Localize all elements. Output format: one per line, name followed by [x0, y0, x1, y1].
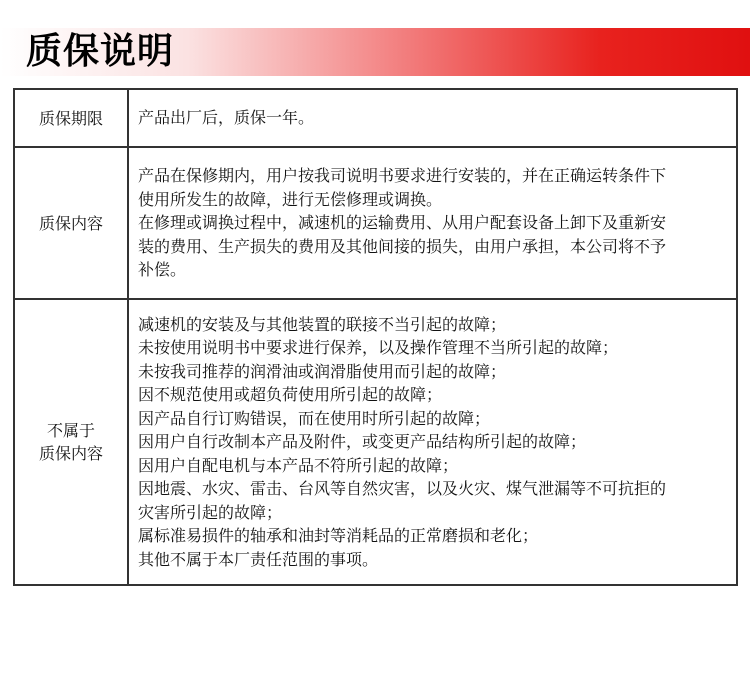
- coverage-line: 补偿。: [138, 260, 187, 280]
- period-label: 质保期限: [14, 89, 128, 147]
- coverage-content: [128, 147, 737, 299]
- exclusion-line: 灾害所引起的故障；: [138, 502, 283, 522]
- coverage-label: 质保内容: [14, 147, 128, 299]
- coverage-line: 在修理或调换过程中，减速机的运输费用、从用户配套设备上卸下及重新安: [138, 213, 667, 233]
- exclusion-line: 因用户自行改制本产品及附件，或变更产品结构所引起的故障；: [138, 432, 587, 452]
- table-row-exclusions: [14, 299, 737, 585]
- period-content: [128, 89, 737, 147]
- table-row-period: [14, 89, 737, 147]
- exclusions-label: [14, 299, 128, 585]
- exclusion-line: 减速机的安装及与其他装置的联接不当引起的故障；: [138, 314, 507, 334]
- coverage-line: 装的费用、生产损失的费用及其他间接的损失，由用户承担，本公司将不予: [138, 236, 667, 256]
- warranty-table: [13, 88, 738, 586]
- exclusion-line: 未按使用说明书中要求进行保养，以及操作管理不当所引起的故障；: [138, 338, 619, 358]
- exclusion-line: 因产品自行订购错误，而在使用时所引起的故障；: [138, 408, 491, 428]
- table-row-coverage: [14, 147, 737, 299]
- exclusions-content: [128, 299, 737, 585]
- exclusion-line: 因不规范使用或超负荷使用所引起的故障；: [138, 385, 443, 405]
- title-banner: [0, 28, 750, 76]
- exclusion-line: 属标准易损件的轴承和油封等消耗品的正常磨损和老化；: [138, 526, 539, 546]
- exclusion-line: 未按我司推荐的润滑油或润滑脂使用而引起的故障；: [138, 361, 507, 381]
- exclusion-line: 因地震、水灾、雷击、台风等自然灾害，以及火灾、煤气泄漏等不可抗拒的: [138, 479, 667, 499]
- page-title: 质保说明: [26, 31, 175, 72]
- period-line: 产品出厂后，质保一年。: [138, 108, 315, 128]
- coverage-line: 使用所发生的故障，进行无偿修理或调换。: [138, 189, 443, 209]
- coverage-line: 产品在保修期内，用户按我司说明书要求进行安装的，并在正确运转条件下: [138, 166, 667, 186]
- exclusions-label-line: 质保内容: [38, 444, 103, 463]
- exclusion-line: 其他不属于本厂责任范围的事项。: [138, 549, 379, 569]
- exclusions-label-line: 不属于: [46, 421, 95, 440]
- exclusion-line: 因用户自配电机与本产品不符所引起的故障；: [138, 455, 459, 475]
